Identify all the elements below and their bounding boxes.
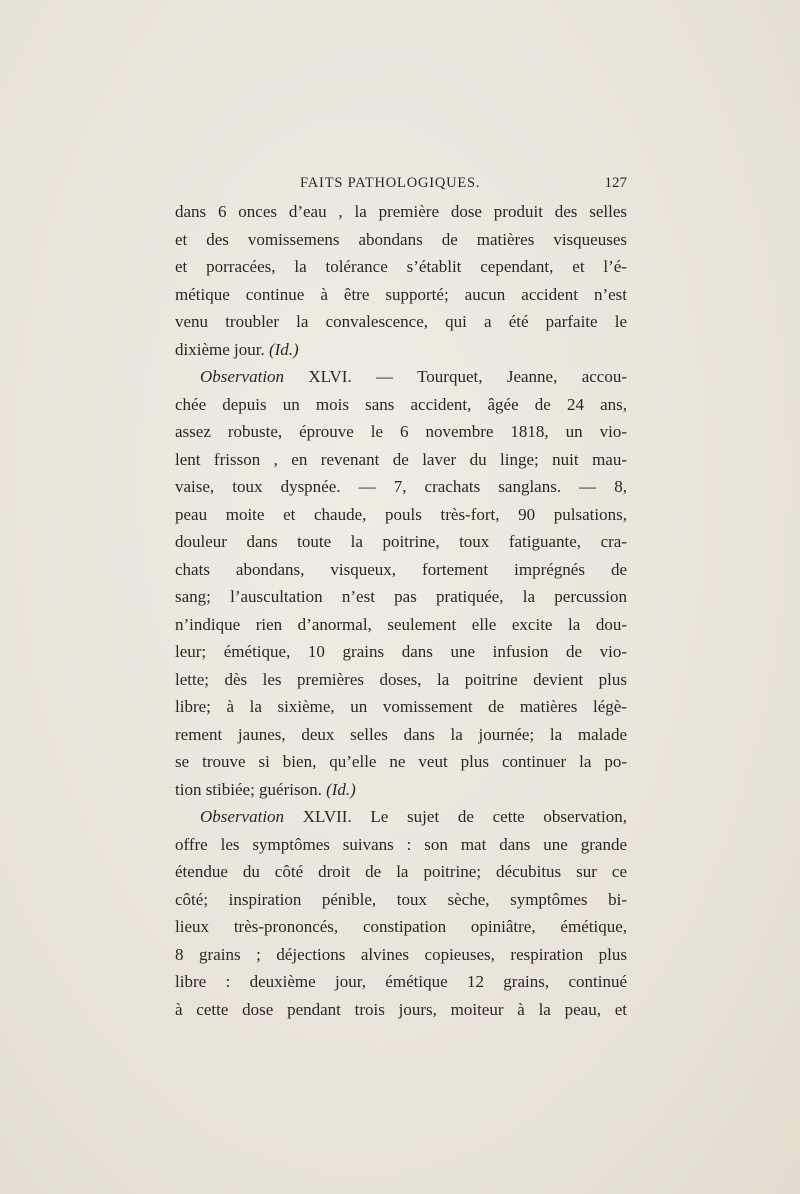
- observation-heading-line: [175, 803, 627, 831]
- text-line: vaise, toux dyspnée. — 7, crachats sanglans. — 8,: [175, 477, 627, 496]
- text-line: sang; l’auscultation n’est pas pratiquée, la percussion: [175, 587, 627, 606]
- text-line: libre : deuxième jour, émétique 12 grains, continué: [175, 972, 627, 991]
- text-span: tion stibiée; guérison.: [175, 779, 327, 799]
- text-line: [175, 776, 627, 804]
- text-line: se trouve si bien, qu’elle ne veut plus continuer la po-: [175, 752, 627, 771]
- citation: (Id.): [326, 779, 356, 799]
- text-line: dans 6 onces d’eau , la première dose produit des selles: [175, 202, 627, 221]
- text-line: offre les symptômes suivans : son mat dans une grande: [175, 834, 627, 854]
- text-line: leur; émétique, 10 grains dans une infusion de vio-: [175, 642, 627, 661]
- body-text: [175, 198, 627, 1023]
- text-line: à cette dose pendant trois jours, moiteur à la peau, et: [175, 999, 627, 1019]
- observation-label: Observation: [200, 367, 285, 386]
- text-line: et des vomissemens abondans de matières visqueuses: [175, 229, 627, 249]
- observation-heading-line: [175, 363, 627, 391]
- text-span: dixième jour.: [175, 339, 269, 359]
- text-line: peau moite et chaude, pouls très-fort, 90 pulsations,: [175, 504, 627, 524]
- text-line: venu troubler la convalescence, qui a été parfaite le: [175, 312, 627, 331]
- citation: (Id.): [268, 339, 299, 359]
- text-line: n’indique rien d’anormal, seulement elle excite la dou-: [175, 614, 627, 634]
- text-line: [175, 336, 627, 364]
- text-line: côté; inspiration pénible, toux sèche, symptômes bi-: [175, 889, 627, 909]
- page-header: [175, 175, 627, 199]
- text-span: XLVI. — Tourquet, Jeanne, accou-: [284, 367, 627, 386]
- text-line: métique continue à être supporté; aucun accident n’est: [175, 284, 627, 304]
- text-line: et porracées, la tolérance s’établit cependant, et l’é-: [175, 257, 627, 276]
- text-line: douleur dans toute la poitrine, toux fatiguante, cra-: [175, 532, 627, 551]
- text-line: assez robuste, éprouve le 6 novembre 1818, un vio-: [175, 422, 627, 441]
- text-line: étendue du côté droit de la poitrine; décubitus sur ce: [175, 862, 627, 881]
- text-line: 8 grains ; déjections alvines copieuses, respiration plus: [175, 944, 627, 964]
- text-line: rement jaunes, deux selles dans la journée; la malade: [175, 724, 627, 744]
- text-line: chats abondans, visqueux, fortement imprégnés de: [175, 559, 627, 579]
- text-line: lette; dès les premières doses, la poitrine devient plus: [175, 669, 627, 689]
- observation-label: Observation: [200, 807, 285, 826]
- text-span: XLVII. Le sujet de cette observation,: [284, 807, 627, 826]
- text-line: lieux très-prononcés, constipation opiniâtre, émétique,: [175, 917, 627, 936]
- page-number: 127: [604, 175, 627, 191]
- running-title: FAITS PATHOLOGIQUES.: [300, 175, 481, 191]
- text-line: chée depuis un mois sans accident, âgée de 24 ans,: [175, 394, 627, 414]
- text-line: lent frisson , en revenant de laver du linge; nuit mau-: [175, 449, 627, 469]
- text-line: libre; à la sixième, un vomissement de matières légè-: [175, 697, 627, 716]
